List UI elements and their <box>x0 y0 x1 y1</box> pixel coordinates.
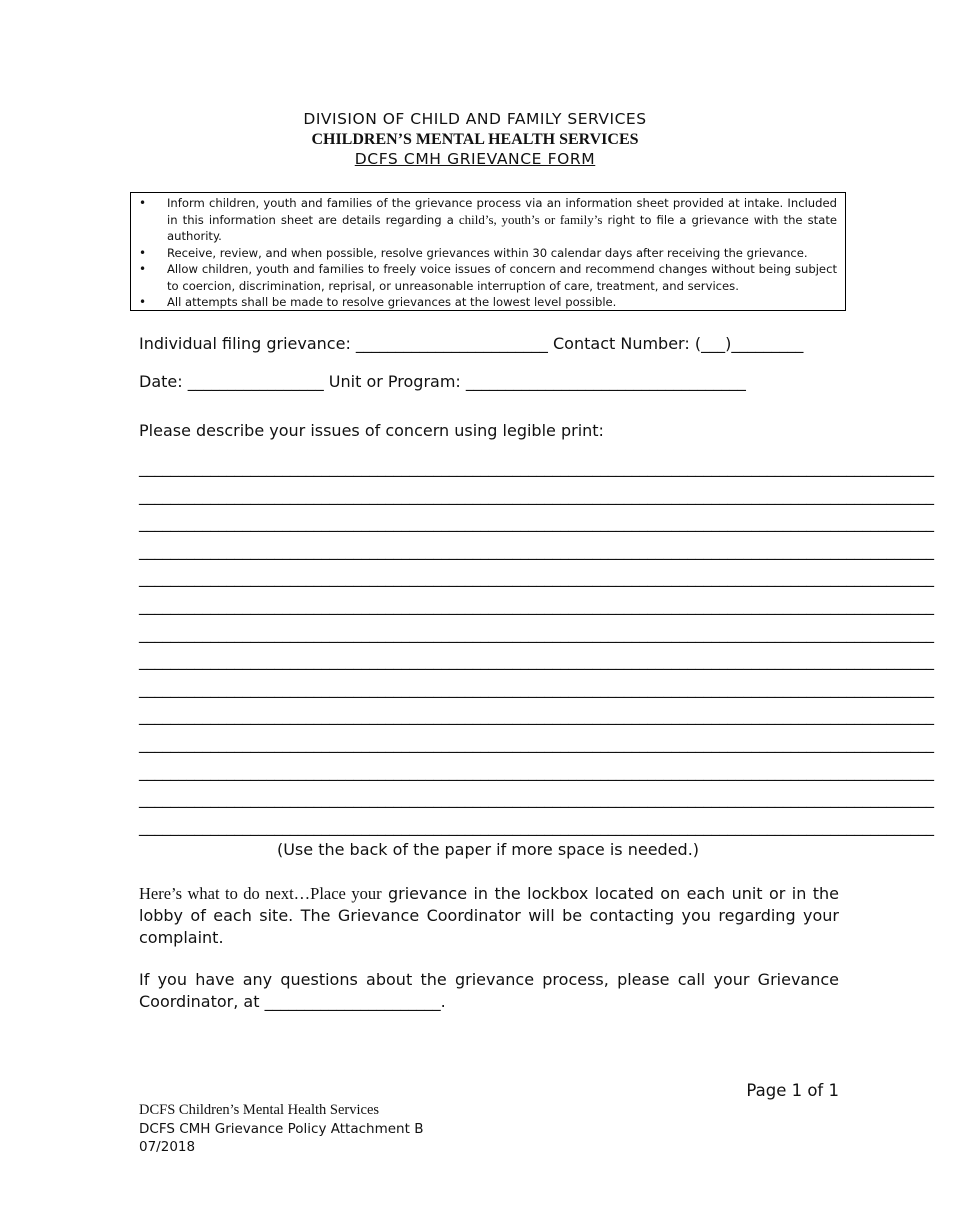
contact-area-field[interactable]: ___ <box>701 334 726 353</box>
concern-line[interactable]: ____________________________________________________________________________________________________ <box>139 789 935 809</box>
next-steps-text: grievance in the lockbox located on each unit or in the lobby of each site. The Grievance Coordinator will be contacting you regarding your complaint. <box>139 884 840 947</box>
form-title: DCFS CMH GRIEVANCE FORM <box>354 150 596 168</box>
info-bullet: • Allow children, youth and families to freely voice issues of concern and recommend changes without being subject to coercion, discrimination, reprisal, or unreasonable interruption of care, treatment, and services. <box>167 261 837 294</box>
footer-line-2: DCFS CMH Grievance Policy Attachment B <box>139 1121 424 1137</box>
concern-line[interactable]: ____________________________________________________________________________________________________ <box>139 623 935 643</box>
info-list <box>131 193 845 311</box>
questions-paragraph: If you have any questions about the grievance process, please call your Grievance Coordinator, at ______________________. <box>139 970 839 1011</box>
individual-label: Individual filing grievance: <box>139 334 356 353</box>
concern-line[interactable]: ____________________________________________________________________________________________________ <box>139 568 935 588</box>
describe-prompt: Please describe your issues of concern using legible print: <box>139 421 604 440</box>
date-field[interactable]: _________________ <box>187 372 324 391</box>
concern-line[interactable]: ____________________________________________________________________________________________________ <box>139 458 935 477</box>
footer-line-1: DCFS Children’s Mental Health Services <box>139 1102 380 1118</box>
services-title: CHILDREN’S MENTAL HEALTH SERVICES <box>311 131 639 148</box>
next-steps-lead: Here’s what to do next…Place your <box>139 884 382 903</box>
concern-lines[interactable] <box>139 454 935 840</box>
concern-line[interactable]: ____________________________________________________________________________________________________ <box>139 595 935 615</box>
unit-label: Unit or Program: <box>323 372 466 391</box>
concern-line[interactable]: ____________________________________________________________________________________________________ <box>139 651 935 671</box>
coordinator-phone-field[interactable]: ______________________ <box>264 992 441 1011</box>
footer-date: 07/2018 <box>139 1139 196 1155</box>
contact-number-field[interactable]: _________ <box>731 334 804 353</box>
date-unit-row <box>139 372 746 391</box>
individual-field[interactable]: ________________________ <box>355 334 548 353</box>
page-number: Page 1 of 1 <box>746 1081 839 1100</box>
date-label: Date: <box>139 372 188 391</box>
info-bullet: • Receive, review, and when possible, resolve grievances within 30 calendar days after receiving the grievance. <box>167 245 837 262</box>
concern-line[interactable]: ____________________________________________________________________________________________________ <box>139 485 935 505</box>
division-title: DIVISION OF CHILD AND FAMILY SERVICES <box>303 110 647 128</box>
more-space-note: (Use the back of the paper if more space is needed.) <box>276 840 700 859</box>
info-bullet: • All attempts shall be made to resolve grievances at the lowest level possible. <box>167 294 837 311</box>
concern-line[interactable]: ____________________________________________________________________________________________________ <box>139 816 935 836</box>
next-steps-paragraph <box>139 883 839 949</box>
info-box <box>130 192 846 311</box>
unit-field[interactable]: ___________________________________ <box>465 372 746 391</box>
concern-line[interactable]: ____________________________________________________________________________________________________ <box>139 706 935 726</box>
concern-line[interactable]: ____________________________________________________________________________________________________ <box>139 733 935 753</box>
concern-line[interactable]: ____________________________________________________________________________________________________ <box>139 761 935 781</box>
info-bullet: • Inform children, youth and families of the grievance process via an information sheet provided at intake. Included in this information sheet are details regarding a child’s, youth’s or family’s right to file a grievance with the state authority. <box>167 195 837 245</box>
individual-contact-row: Individual filing grievance: ________________________ Contact Number: (___)_________ <box>139 334 804 353</box>
concern-line[interactable]: ____________________________________________________________________________________________________ <box>139 513 935 533</box>
concern-line[interactable]: ____________________________________________________________________________________________________ <box>139 540 935 560</box>
concern-line[interactable]: ____________________________________________________________________________________________________ <box>139 678 935 698</box>
contact-label: Contact Number: ( <box>547 334 702 353</box>
